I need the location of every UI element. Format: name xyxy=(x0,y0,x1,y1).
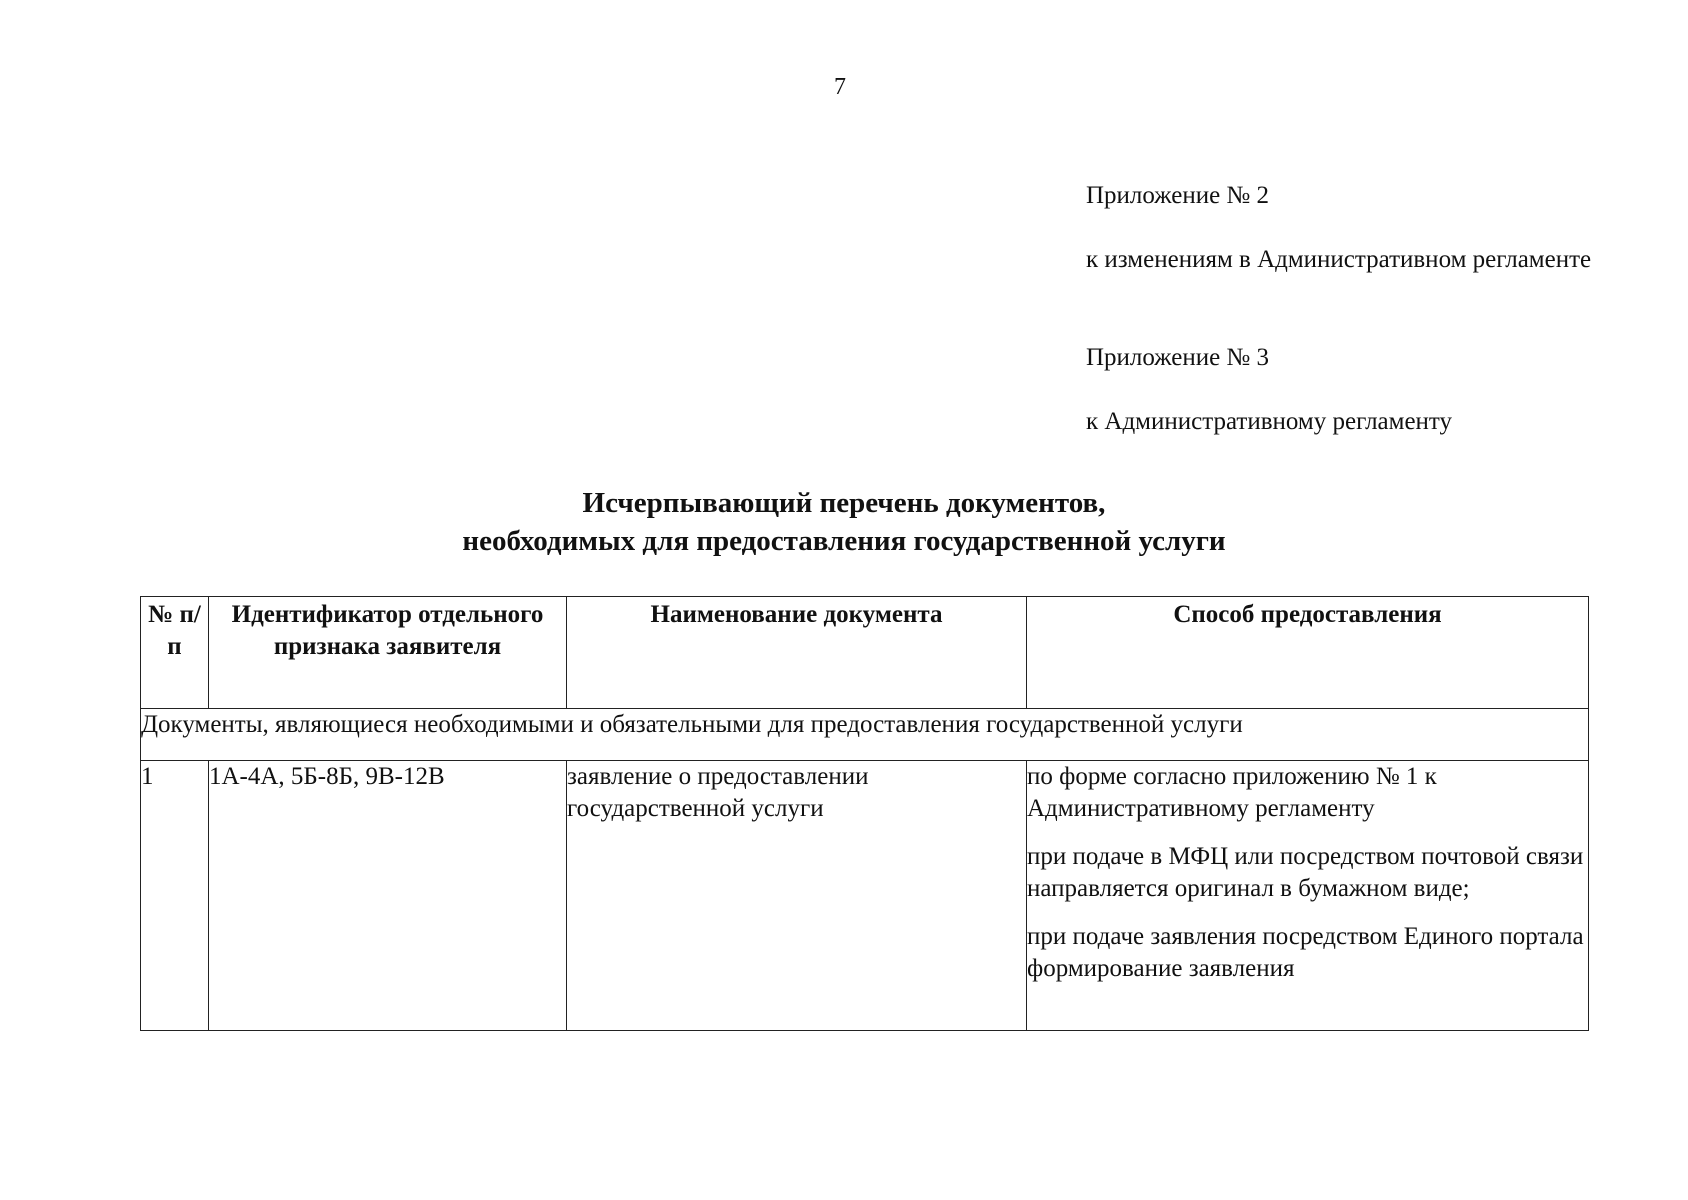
row-document-name: заявление о предоставлении государственной услуги xyxy=(567,761,1027,1031)
method-paragraph: при подаче заявления посредством Единого портала формирование заявления xyxy=(1027,923,1584,982)
row-number: 1 xyxy=(141,761,209,1031)
row-method xyxy=(1027,761,1589,1031)
header-number: № п/п xyxy=(141,597,209,709)
documents-table xyxy=(140,596,1589,1031)
method-paragraph: при подаче в МФЦ или посредством почтовой связи направляется оригинал в бумажном виде; xyxy=(1027,843,1584,902)
table-row xyxy=(141,761,1589,1031)
header-method: Способ предоставления xyxy=(1027,597,1589,709)
annex-3-label: Приложение № 3 xyxy=(1086,344,1270,371)
row-identifier: 1А-4А, 5Б-8Б, 9В-12В xyxy=(209,761,567,1031)
document-title xyxy=(0,484,1688,560)
annex-2-reference: к изменениям в Административном регламенте xyxy=(1086,246,1592,273)
section-title: Документы, являющиеся необходимыми и обязательными для предоставления государственной услуги xyxy=(141,709,1589,761)
document-title-line-2: необходимых для предоставления государственной услуги xyxy=(462,525,1226,557)
section-row xyxy=(141,709,1589,761)
annex-2-label: Приложение № 2 xyxy=(1086,182,1270,209)
method-paragraph: по форме согласно приложению № 1 к Административному регламенту xyxy=(1027,763,1437,822)
document-title-line-1: Исчерпывающий перечень документов, xyxy=(582,487,1106,519)
header-document-name: Наименование документа xyxy=(567,597,1027,709)
table-header-row xyxy=(141,597,1589,709)
header-identifier: Идентификатор отдельного признака заявителя xyxy=(209,597,567,709)
annex-3-reference: к Административному регламенту xyxy=(1086,408,1453,435)
page-number: 7 xyxy=(834,74,846,100)
